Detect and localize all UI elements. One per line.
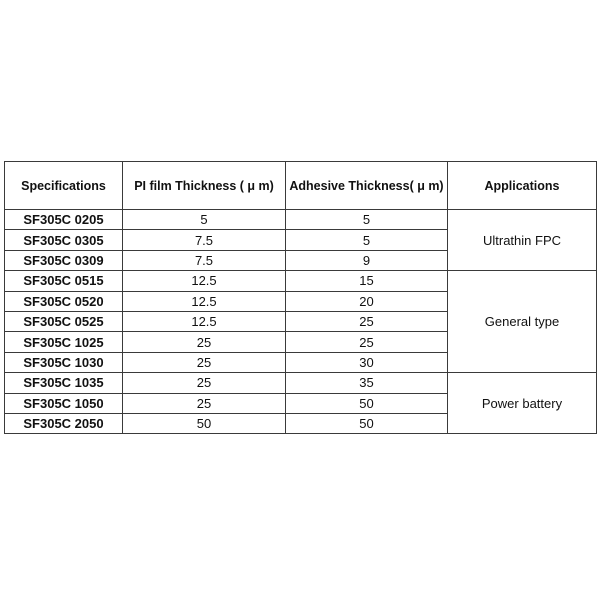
adhesive-thickness-cell: 9 [286,250,448,270]
application-cell: Ultrathin FPC [448,210,597,271]
header-adhesive-thickness: Adhesive Thickness( μ m) [286,162,448,210]
header-specifications: Specifications [5,162,123,210]
table-row [5,271,597,291]
pi-thickness-cell: 7.5 [123,230,286,250]
pi-thickness-cell: 50 [123,413,286,433]
spec-cell: SF305C 0520 [5,291,123,311]
adhesive-thickness-cell: 15 [286,271,448,291]
header-row [5,162,597,210]
header-pi-film-thickness: PI film Thickness ( μ m) [123,162,286,210]
spec-cell: SF305C 1035 [5,373,123,393]
pi-thickness-cell: 25 [123,332,286,352]
adhesive-thickness-cell: 20 [286,291,448,311]
application-cell: Power battery [448,373,597,434]
adhesive-thickness-cell: 25 [286,332,448,352]
table-body [5,210,597,434]
spec-cell: SF305C 1030 [5,352,123,372]
spec-cell: SF305C 1050 [5,393,123,413]
spec-cell: SF305C 0305 [5,230,123,250]
specifications-table [4,161,597,434]
pi-thickness-cell: 12.5 [123,271,286,291]
pi-thickness-cell: 25 [123,393,286,413]
spec-cell: SF305C 0525 [5,311,123,331]
pi-thickness-cell: 7.5 [123,250,286,270]
pi-thickness-cell: 12.5 [123,291,286,311]
header-applications: Applications [448,162,597,210]
application-cell: General type [448,271,597,373]
pi-thickness-cell: 25 [123,373,286,393]
adhesive-thickness-cell: 30 [286,352,448,372]
adhesive-thickness-cell: 5 [286,230,448,250]
adhesive-thickness-cell: 35 [286,373,448,393]
table-row [5,373,597,393]
spec-cell: SF305C 0309 [5,250,123,270]
pi-thickness-cell: 25 [123,352,286,372]
adhesive-thickness-cell: 5 [286,210,448,230]
pi-thickness-cell: 12.5 [123,311,286,331]
spec-cell: SF305C 1025 [5,332,123,352]
spec-cell: SF305C 2050 [5,413,123,433]
adhesive-thickness-cell: 50 [286,413,448,433]
spec-cell: SF305C 0515 [5,271,123,291]
adhesive-thickness-cell: 50 [286,393,448,413]
table-row [5,210,597,230]
spec-cell: SF305C 0205 [5,210,123,230]
pi-thickness-cell: 5 [123,210,286,230]
adhesive-thickness-cell: 25 [286,311,448,331]
